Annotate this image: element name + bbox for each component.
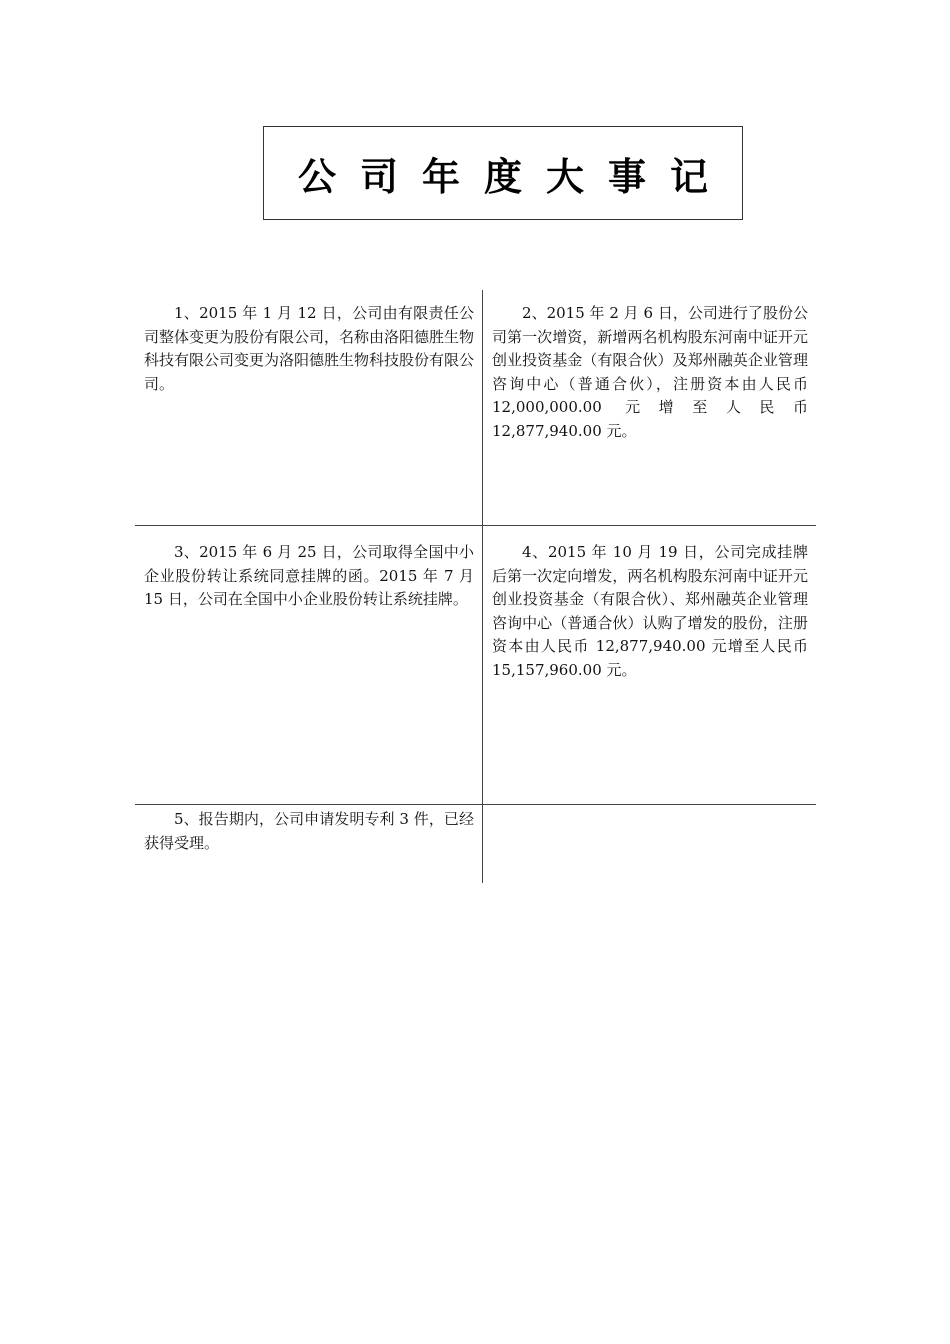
event-item-4: 4、2015 年 10 月 19 日，公司完成挂牌后第一次定向增发，两名机构股东河南中证开元创业投资基金（有限合伙）、郑州融英企业管理咨询中心（普通合伙）认购了增发的股份，注册资本由人民币 12,877,940.00 元增至人民币 15,157,960.00 元。 — [492, 543, 808, 679]
row-divider-2 — [135, 804, 816, 805]
column-divider — [482, 290, 483, 883]
event-item-2: 2、2015 年 2 月 6 日，公司进行了股份公司第一次增资，新增两名机构股东河南中证开元创业投资基金（有限合伙）及郑州融英企业管理咨询中心（普通合伙），注册资本由人民币 12,000,000.00 元增至人民币 12,877,940.00 元。 — [492, 304, 808, 440]
page-title: 公司年度大事记 — [297, 154, 732, 199]
event-item-3: 3、2015 年 6 月 25 日，公司取得全国中小企业股份转让系统同意挂牌的函。2015 年 7 月 15 日，公司在全国中小企业股份转让系统挂牌。 — [144, 543, 474, 608]
event-item-5: 5、报告期内，公司申请发明专利 3 件，已经获得受理。 — [144, 810, 474, 852]
title-box — [263, 126, 743, 220]
event-item-1: 1、2015 年 1 月 12 日，公司由有限责任公司整体变更为股份有限公司，名称由洛阳德胜生物科技有限公司变更为洛阳德胜生物科技股份有限公司。 — [144, 304, 475, 393]
row-divider-1 — [135, 525, 816, 526]
